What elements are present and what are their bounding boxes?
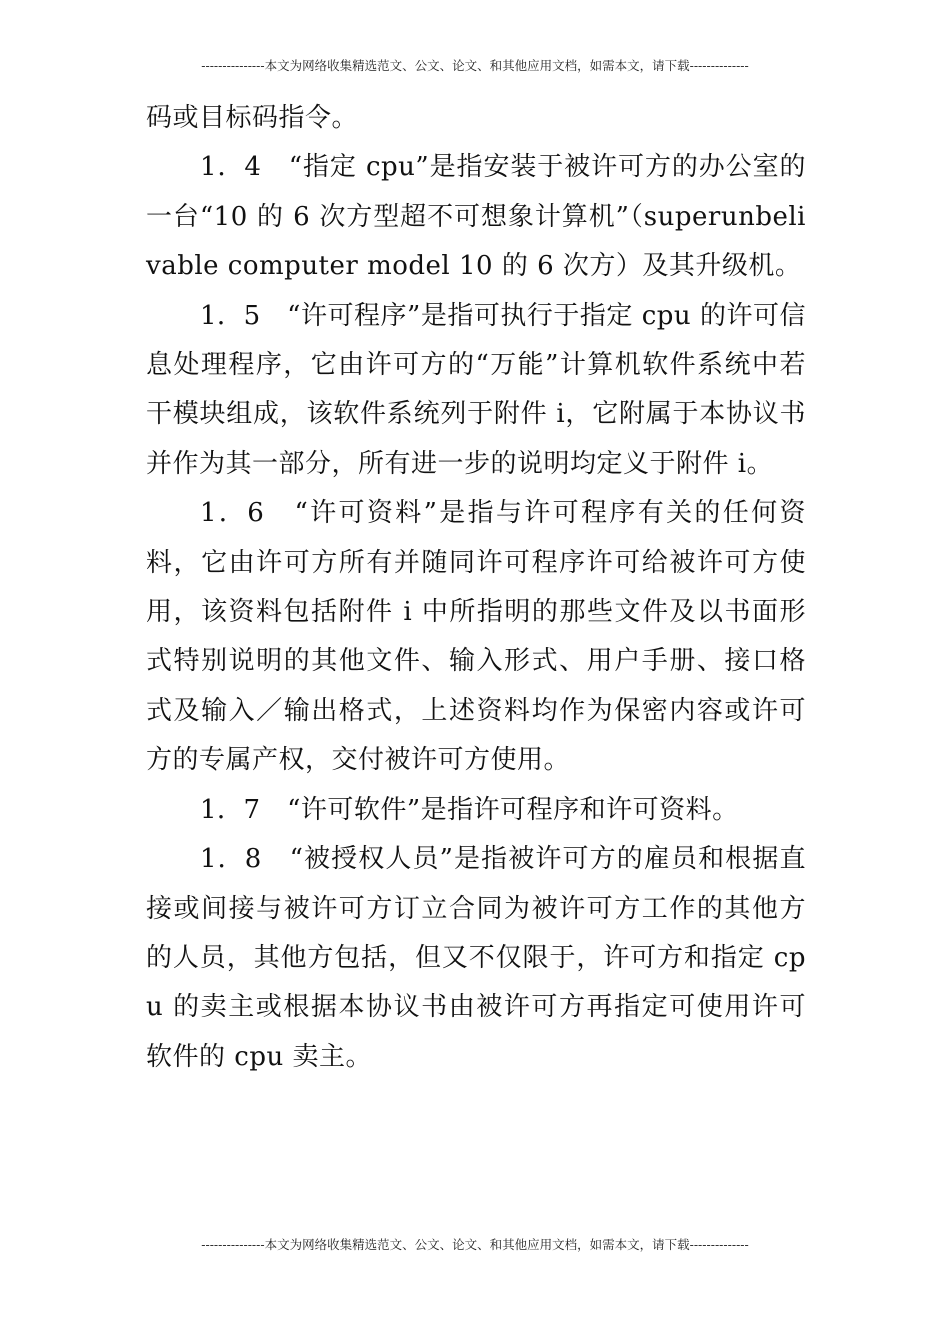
paragraph-1-5: 1．5 “许可程序”是指可执行于指定 cpu 的许可信息处理程序，它由许可方的“万能”计算机软件系统中若干模块组成，该软件系统列于附件 i，它附属于本协议书并作为其一部分，所有进一步的说明均定义于附件 i。 <box>146 300 806 479</box>
paragraph-1-6: 1．6 “许可资料”是指与许可程序有关的任何资料，它由许可方所有并随同许可程序许可给被许可方使用，该资料包括附件 i 中所指明的那些文件及以书面形式特别说明的其他文件、输入形式、用户手册、接口格式及输入／输出格式，上述资料均作为保密内容或许可方的专属产权，交付被许可方使用。 <box>146 498 806 776</box>
document-body <box>146 94 806 1082</box>
paragraph-1-4: 1．4 “指定 cpu”是指安装于被许可方的办公室的一台“10 的 6 次方型超不可想象计算机”（superunbelivable computer model 10 的 6 次方）及其升级机。 <box>146 152 806 282</box>
paragraph-1-8: 1．8 “被授权人员”是指被许可方的雇员和根据直接或间接与被许可方订立合同为被许可方工作的其他方的人员，其他方包括，但又不仅限于，许可方和指定 cpu 的卖主或根据本协议书由被许可方再指定可使用许可软件的 cpu 卖主。 <box>146 844 806 1072</box>
paragraph-1-7: 1．7 “许可软件”是指许可程序和许可资料。 <box>200 794 739 825</box>
paragraph-continuation: 码或目标码指令。 <box>146 103 359 133</box>
page-footer: ---------------本文为网络收集精选范文、公文、论文、和其他应用文档，如需本文，请下载-------------- <box>201 1237 749 1252</box>
page-header: ---------------本文为网络收集精选范文、公文、论文、和其他应用文档，如需本文，请下载-------------- <box>201 58 749 73</box>
